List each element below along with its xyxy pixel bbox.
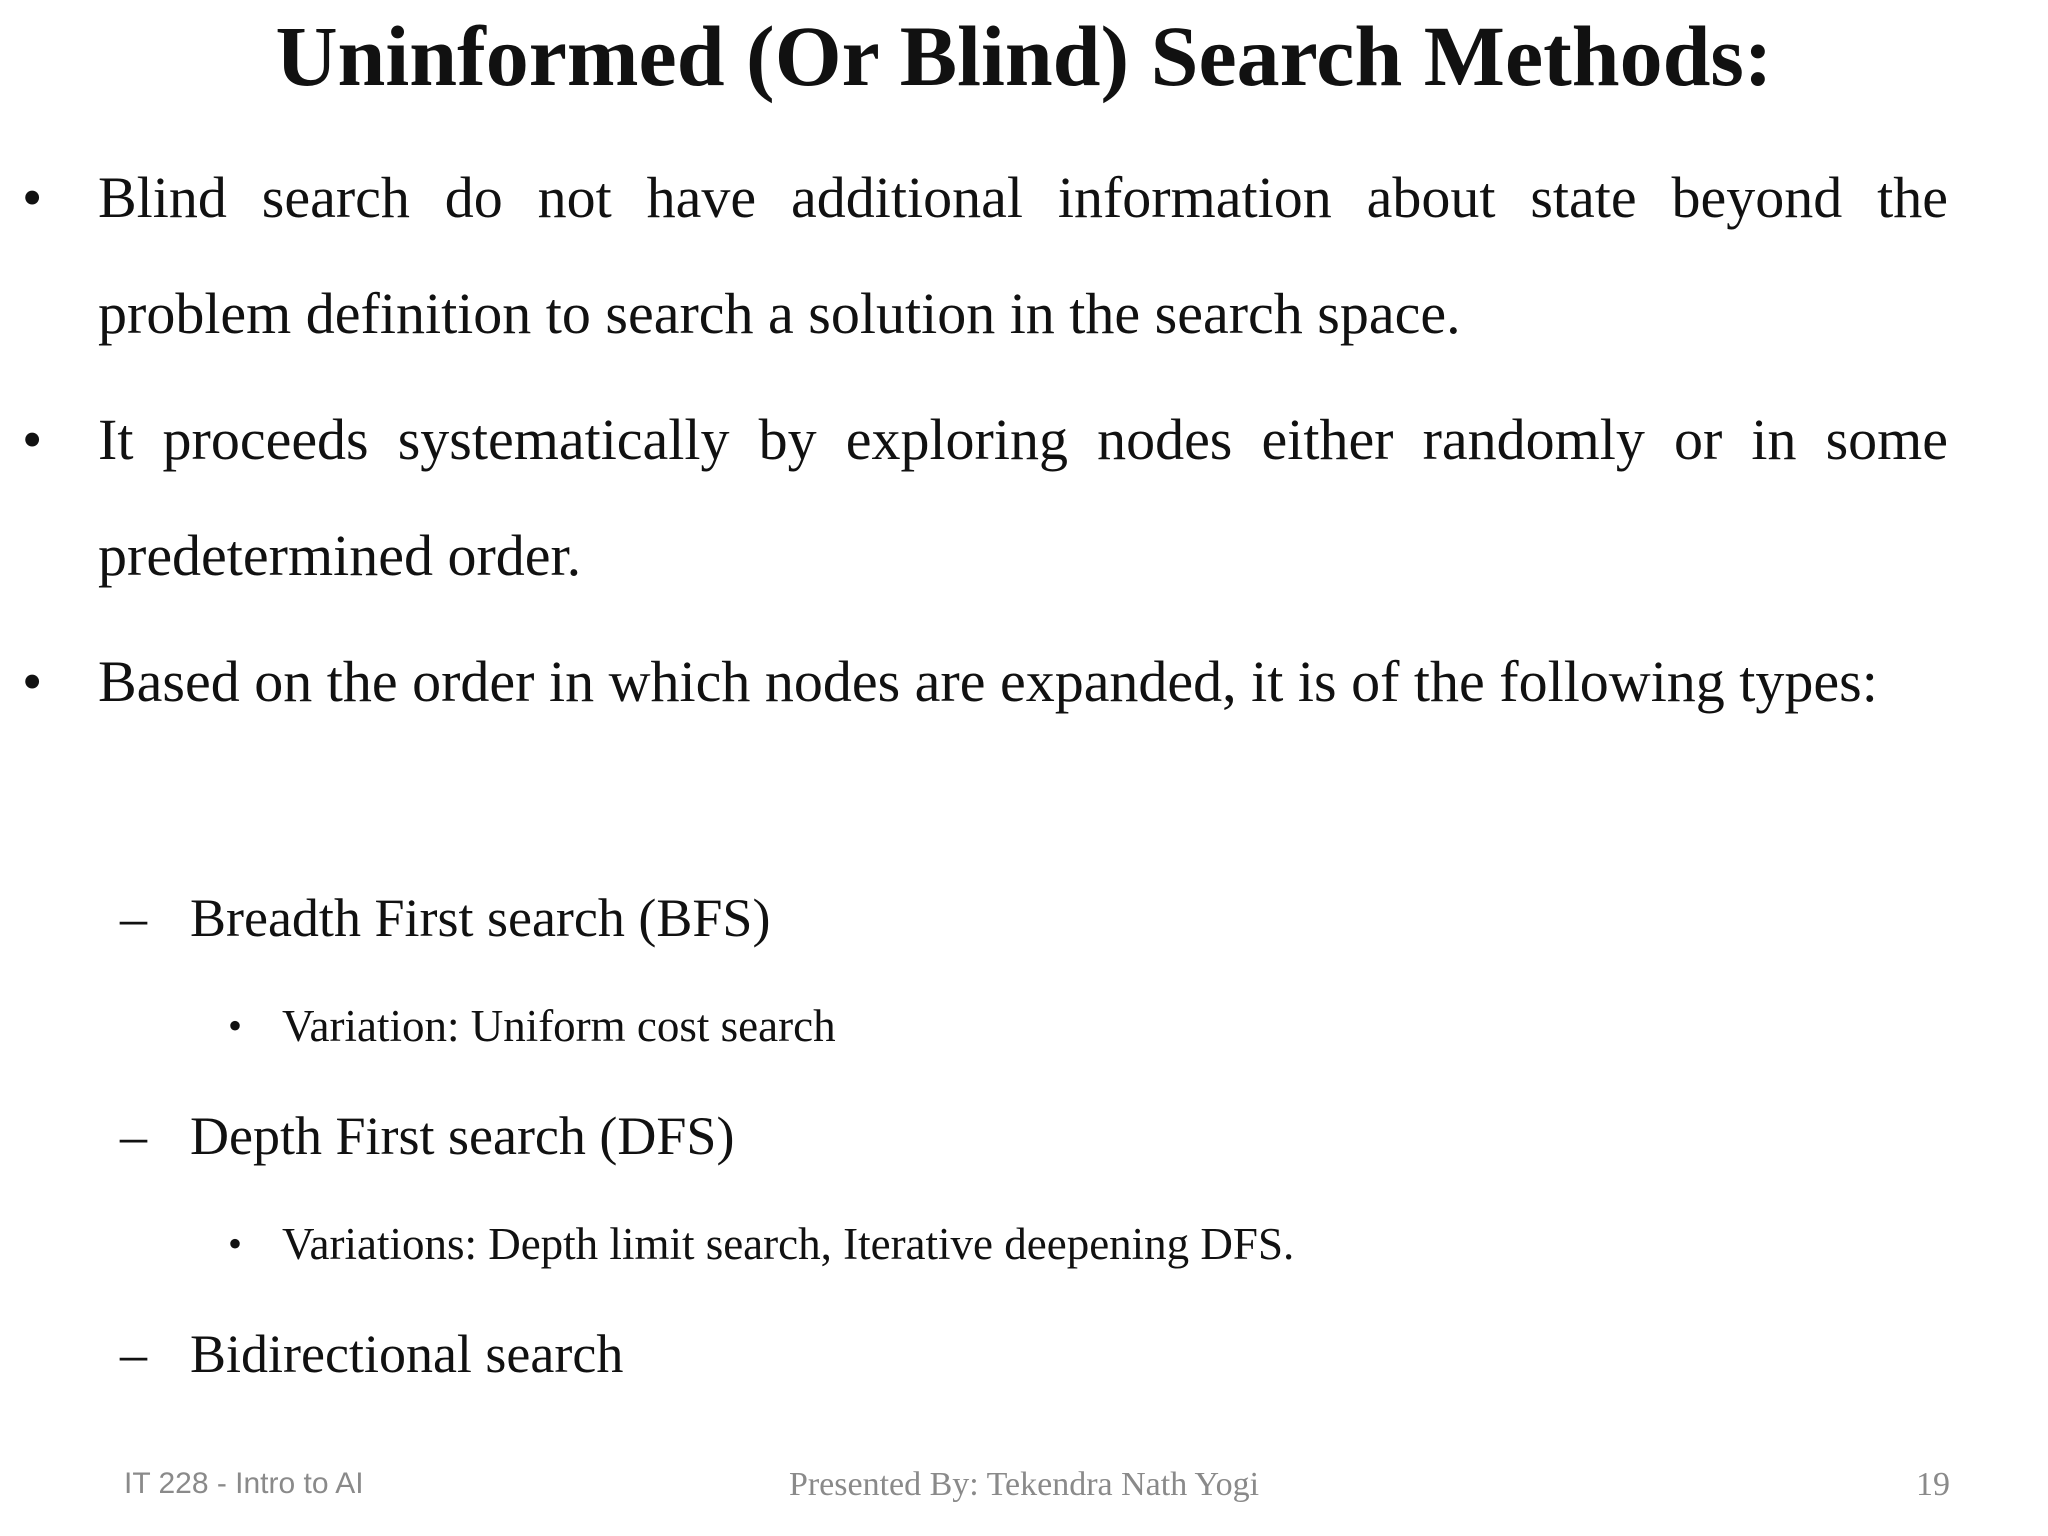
dash-marker: – bbox=[120, 1106, 147, 1166]
footer-presenter: Presented By: Tekendra Nath Yogi bbox=[788, 1466, 1260, 1503]
slide-title: Uninformed (Or Blind) Search Methods: bbox=[275, 8, 1773, 104]
bullet-marker: • bbox=[22, 165, 43, 230]
variation-bfs: Variation: Uniform cost search bbox=[282, 1001, 836, 1051]
type-bfs: Breadth First search (BFS) bbox=[190, 888, 771, 948]
dash-marker: – bbox=[120, 1324, 147, 1384]
type-bidirectional: Bidirectional search bbox=[190, 1324, 624, 1384]
type-dfs: Depth First search (DFS) bbox=[190, 1106, 735, 1166]
bullet-text-blind-search: Blind search do not have additional information about state beyond the problem definition to search a solution in the search space. bbox=[98, 165, 1948, 346]
footer-course: IT 228 - Intro to AI bbox=[124, 1467, 364, 1500]
bullet-text-systematic: It proceeds systematically by exploring nodes either randomly or in some predetermined order. bbox=[98, 407, 1948, 588]
dash-marker: – bbox=[120, 888, 147, 948]
sub-bullet-marker: • bbox=[228, 1003, 243, 1048]
sub-bullet-marker: • bbox=[228, 1221, 243, 1266]
bullet-marker: • bbox=[22, 649, 43, 714]
variation-dfs: Variations: Depth limit search, Iterative deepening DFS. bbox=[282, 1219, 1295, 1269]
footer-page-number: 19 bbox=[1916, 1466, 1950, 1503]
bullet-marker: • bbox=[22, 407, 43, 472]
bullet-text-types: Based on the order in which nodes are expanded, it is of the following types: bbox=[98, 649, 1878, 714]
